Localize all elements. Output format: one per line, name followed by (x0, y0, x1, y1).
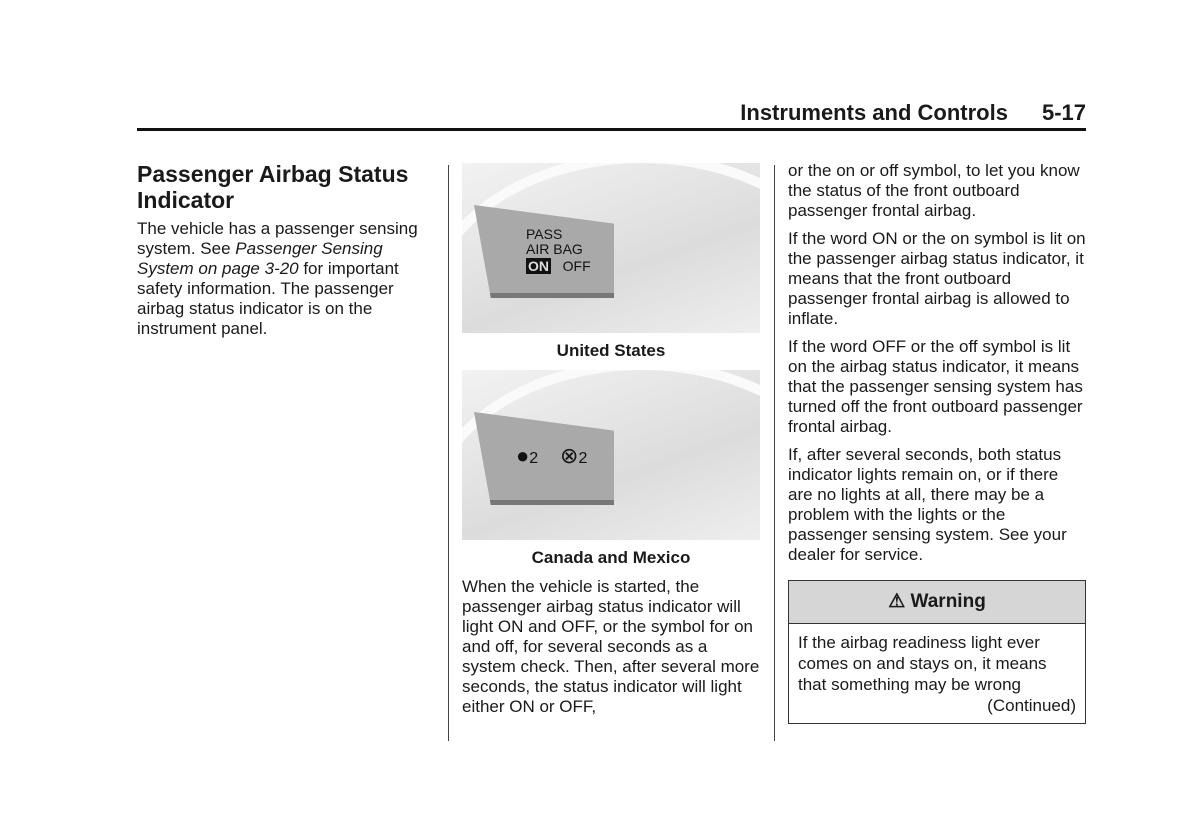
figure-us-indicator (462, 163, 760, 333)
figure-caption: United States (556, 341, 666, 360)
column-divider (448, 165, 449, 741)
page-number: 5-17 (1041, 100, 1086, 125)
paragraph: or the on or off symbol, to let you know the status of the front outboard passenger frontal airbag. (788, 161, 1080, 220)
intro-paragraph (137, 219, 432, 339)
column-3 (788, 161, 1086, 573)
running-header (740, 100, 1086, 126)
warning-box (788, 580, 1086, 724)
figure-caption: Canada and Mexico (531, 548, 691, 567)
column-divider (774, 165, 775, 741)
warning-title: Warning (910, 591, 986, 612)
figure-canada-mexico-indicator (462, 370, 760, 540)
paragraph: If the word ON or the on symbol is lit on the passenger airbag status indicator, it means that the front outboard passenger frontal airbag is allowed to inflate. (788, 229, 1086, 328)
warning-text: If the airbag readiness light ever comes on and stays on, it means that something may be wrong (798, 633, 1047, 694)
section-title: Instruments and Controls (740, 100, 1008, 125)
airbag-on-symbol-icon: ●2 (516, 443, 539, 468)
text: for important safety information. The passenger airbag status indicator is on the instrument panel. (137, 259, 399, 338)
panel-label (526, 227, 591, 274)
paragraph: If, after several seconds, both status indicator lights remain on, or if there are no lights at all, there may be a problem with the lights or the passenger sensing system. See your dealer for service. (788, 445, 1067, 564)
seat-number: 2 (578, 450, 588, 467)
paragraph: When the vehicle is started, the passenger airbag status indicator will light ON and OFF, or the symbol for on and off, for several seconds as a system check. Then, after several more seconds, the status indicator will light either ON or OFF, (462, 577, 760, 716)
section-heading: Passenger Airbag Status Indicator (137, 161, 409, 213)
off-light: OFF (562, 258, 591, 274)
text: The vehicle has a passenger sensing system. See (137, 219, 418, 258)
on-light: ON (528, 258, 549, 274)
airbag-off-symbol-icon: ⊗2 (560, 443, 588, 468)
paragraph: If the word OFF or the off symbol is lit on the airbag status indicator, it means that the passenger sensing system has turned off the front outboard passenger frontal airbag. (788, 337, 1083, 436)
column-1 (137, 161, 432, 347)
label-pass: PASS (526, 226, 563, 242)
cross-reference-link[interactable]: Passenger Sensing System on page 3-20 (137, 239, 383, 278)
warning-triangle-icon: ⚠ (888, 591, 906, 612)
warning-header (789, 581, 1085, 624)
continued-label: (Continued) (987, 696, 1076, 715)
seat-number: 2 (529, 450, 539, 467)
header-rule (137, 128, 1086, 131)
label-airbag: AIR BAG (526, 241, 583, 257)
column-2 (462, 577, 762, 725)
